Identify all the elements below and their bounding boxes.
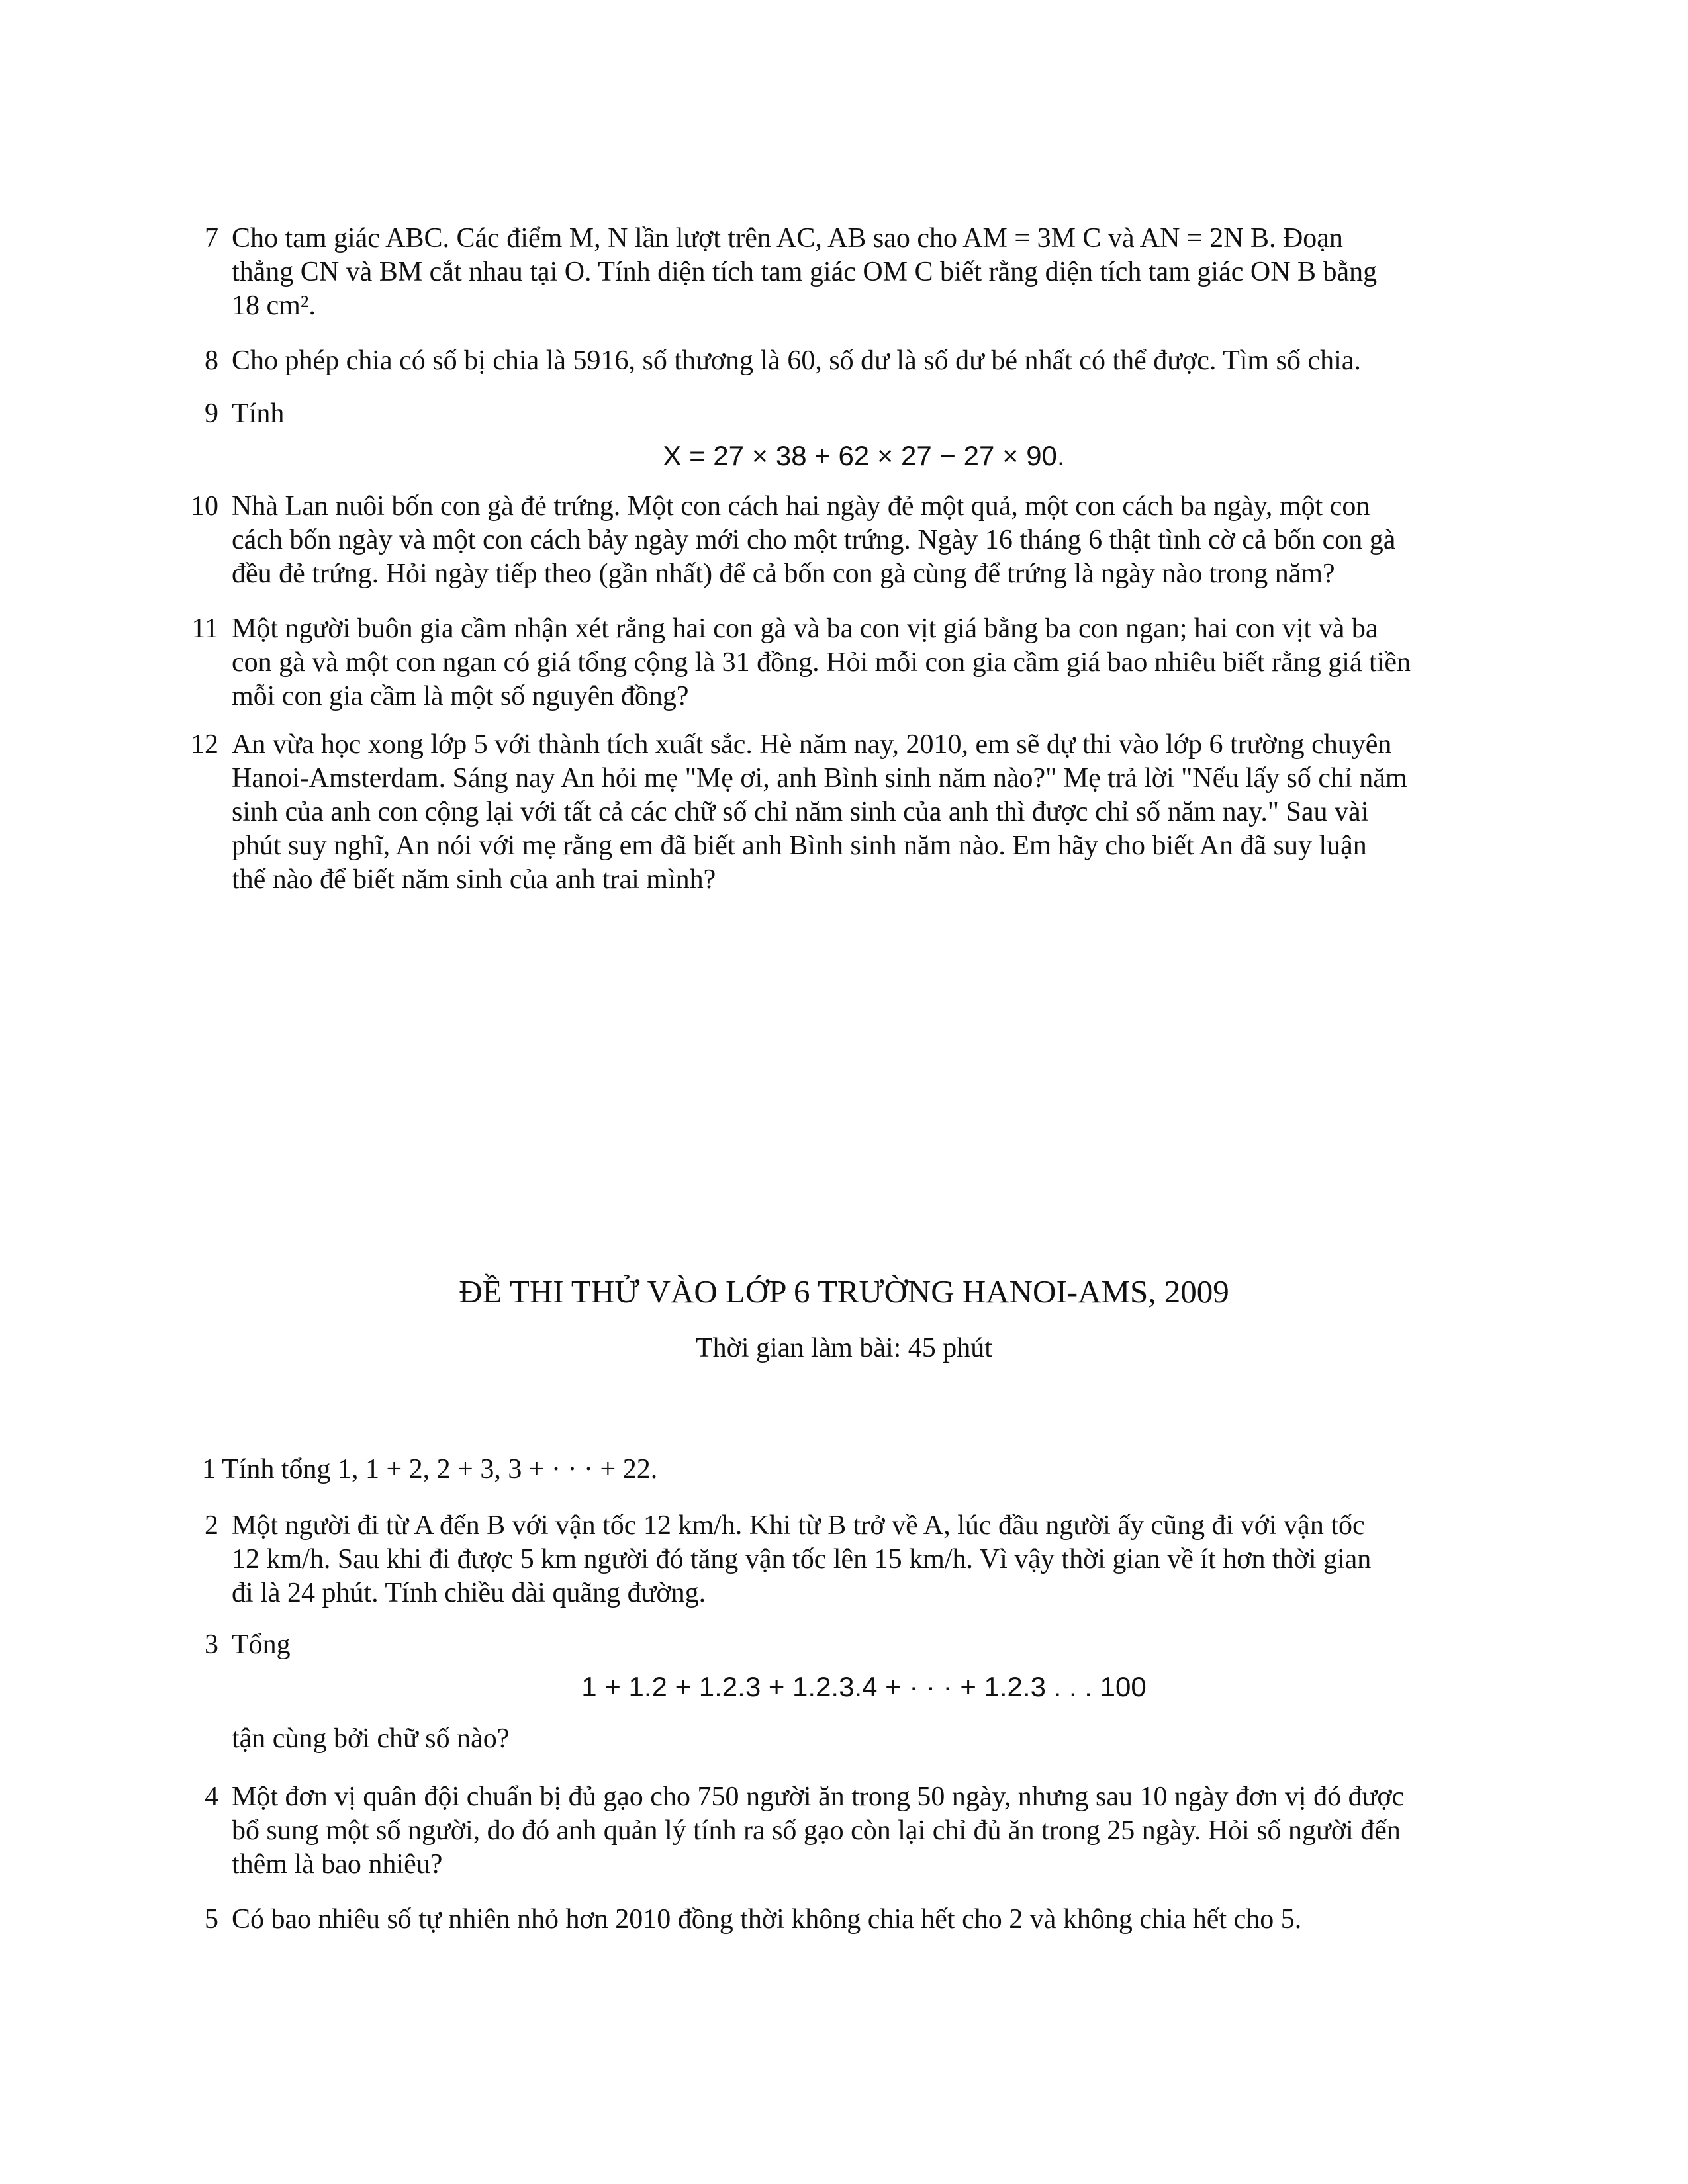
problem-number: 3 [205,1629,218,1660]
problem-text [232,344,1496,378]
problem-9 [185,397,1496,473]
problem-number: 12 [191,729,218,760]
text-line: 18 cm². [232,291,316,321]
problem-number: 9 [205,398,218,429]
problem-text [232,728,1496,897]
problem-number: 5 [205,1904,218,1934]
text-line: mỗi con gia cầm là một số nguyên đồng? [232,681,689,711]
problem-2 [185,1509,1496,1610]
problem-12 [185,728,1496,897]
text-line: đều đẻ trứng. Hỏi ngày tiếp theo (gần nhất) để cả bốn con gà cùng để trứng là ngày nào trong năm? [232,559,1335,589]
problem-number: 4 [205,1782,218,1812]
text-line: Cho phép chia có số bị chia là 5916, số thương là 60, số dư là số dư bé nhất có thể được. Tìm số chia. [232,345,1361,376]
text-line: 12 km/h. Sau khi đi được 5 km người đó tăng vận tốc lên 15 km/h. Vì vậy thời gian về ít hơn thời gian [232,1544,1372,1574]
text-line: Tổng [232,1629,291,1660]
equation: 1 + 1.2 + 1.2.3 + 1.2.3.4 + · · · + 1.2.3 . . . 100 [581,1671,1147,1702]
text-line: đi là 24 phút. Tính chiều dài quãng đường. [232,1578,706,1608]
text-line: Hanoi-Amsterdam. Sáng nay An hỏi mẹ "Mẹ ơi, anh Bình sinh năm nào?" Mẹ trả lời "Nếu lấy số chỉ năm [232,763,1407,794]
problem-5 [185,1903,1496,1936]
problem-number: 8 [205,345,218,376]
problem-number: 11 [191,614,218,644]
problem-text [232,222,1496,323]
text-line: Tính tổng 1, 1 + 2, 2 + 3, 3 + · · · + 22. [222,1454,658,1484]
text-line: bổ sung một số người, do đó anh quản lý tính ra số gạo còn lại chỉ đủ ăn trong 25 ngày. Hỏi số người đến [232,1815,1401,1846]
text-line: sinh của anh con cộng lại với tất cả các chữ số chỉ năm sinh của anh thì được chỉ số năm nay." Sau vài [232,797,1369,827]
problem-number: 1 [202,1454,216,1484]
problem-text-after: tận cùng bởi chữ số nào? [232,1723,510,1754]
text-line: cách bốn ngày và một con cách bảy ngày mới cho một trứng. Ngày 16 tháng 6 thật tình cờ cả bốn con gà [232,525,1396,555]
text-line: Cho tam giác ABC. Các điểm M, N lần lượt trên AC, AB sao cho AM = 3M C và AN = 2N B. Đoạn [232,223,1343,253]
text-line: phút suy nghĩ, An nói với mẹ rằng em đã biết anh Bình sinh năm nào. Em hãy cho biết An đã suy luận [232,831,1367,861]
problem-3 [185,1628,1496,1756]
problem-text [232,1903,1496,1936]
text-line: Một người buôn gia cầm nhận xét rằng hai con gà và ba con vịt giá bằng ba con ngan; hai con vịt và ba [232,614,1378,644]
problem-text [232,612,1496,713]
text-line: Một đơn vị quân đội chuẩn bị đủ gạo cho 750 người ăn trong 50 ngày, nhưng sau 10 ngày đơn vị đó được [232,1782,1405,1812]
problem-text [232,490,1496,591]
problem-number: 2 [205,1510,218,1541]
problem-4 [185,1780,1496,1882]
problem-11 [185,612,1496,713]
problem-number: 7 [205,223,218,253]
text-line: Có bao nhiêu số tự nhiên nhỏ hơn 2010 đồng thời không chia hết cho 2 và không chia hết cho 5. [232,1904,1302,1934]
text-line: thế nào để biết năm sinh của anh trai mình? [232,864,716,895]
problem-text [232,1780,1496,1882]
equation: X = 27 × 38 + 62 × 27 − 27 × 90. [663,440,1065,471]
exam-time: Thời gian làm bài: 45 phút [696,1333,992,1363]
problem-8 [185,344,1496,378]
problem-text [232,397,1496,431]
problem-text [222,1453,1496,1486]
problem-text [232,1628,1496,1662]
text-line: Nhà Lan nuôi bốn con gà đẻ trứng. Một con cách hai ngày đẻ một quả, một con cách ba ngày, một con [232,491,1370,522]
problem-10 [185,490,1496,591]
problem-number: 10 [191,491,218,522]
problem-1 [185,1453,1496,1486]
problem-text [232,1509,1496,1610]
text-line: Tính [232,398,285,429]
text-line: con gà và một con ngan có giá tổng cộng là 31 đồng. Hỏi mỗi con gia cầm giá bao nhiêu biết rằng giá tiền [232,647,1411,678]
exam-title: ĐỀ THI THỬ VÀO LỚP 6 TRƯỜNG HANOI-AMS, 2009 [459,1273,1229,1310]
text-line: thẳng CN và BM cắt nhau tại O. Tính diện tích tam giác OM C biết rằng diện tích tam giác ON B bằng [232,257,1378,287]
text-line: thêm là bao nhiêu? [232,1849,443,1880]
text-line: An vừa học xong lớp 5 với thành tích xuất sắc. Hè năm nay, 2010, em sẽ dự thi vào lớp 6 trường chuyên [232,729,1392,760]
problem-7 [185,222,1496,323]
text-line: Một người đi từ A đến B với vận tốc 12 km/h. Khi từ B trở về A, lúc đầu người ấy cũng đi với vận tốc [232,1510,1365,1541]
